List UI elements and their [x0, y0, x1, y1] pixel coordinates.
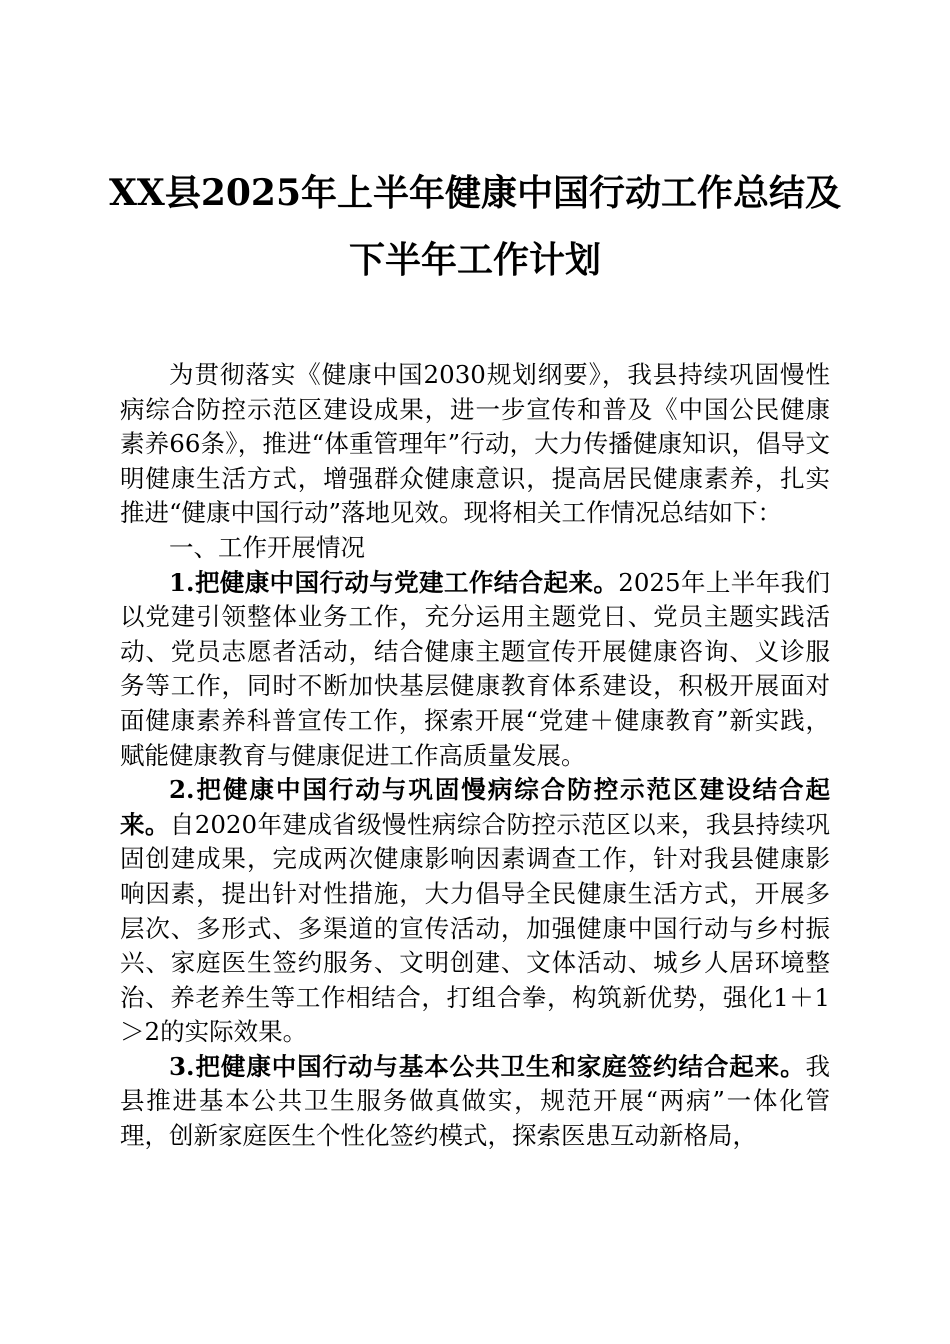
section-heading-work-progress: 一、工作开展情况 [169, 532, 365, 562]
section-item-3-lead: 3.把健康中国行动与基本公共卫生和家庭签约结合起来。 [169, 1051, 806, 1081]
section-item-2-lead: 2.把健康中国行动与巩固慢病综合防控示范区建设结合起来。 [120, 775, 830, 839]
section-item-3 [120, 1050, 830, 1154]
section-item-2 [120, 773, 830, 1050]
section-item-3-text: 我县推进基本公共卫生服务做真做实，规范开展“两病”一体化管理，创新家庭医生个性化签约模式，探索医患互动新格局， [120, 1051, 830, 1151]
section-item-1-lead: 1.把健康中国行动与党建工作结合起来。 [169, 567, 619, 597]
intro-paragraph: 为贯彻落实《健康中国2030规划纲要》，我县持续巩固慢性病综合防控示范区建设成果，进一步宣传和普及《中国公民健康素养66条》，推进“体重管理年”行动，大力传播健康知识，倡导文明健康生活方式，增强群众健康意识，提高居民健康素养，扎实推进“健康中国行动”落地见效。现将相关工作情况总结如下： [120, 360, 830, 528]
document-body [120, 358, 830, 1154]
section-item-1 [120, 566, 830, 774]
document-title-line-1: XX县2025年上半年健康中国行动工作总结及 [108, 172, 842, 214]
document-title-line-2: 下半年工作计划 [348, 239, 601, 281]
section-item-2-text: 自2020年建成省级慢性病综合防控示范区以来，我县持续巩固创建成果，完成两次健康影响因素调查工作，针对我县健康影响因素，提出针对性措施，大力倡导全民健康生活方式，开展多层次、多形式、多渠道的宣传活动，加强健康中国行动与乡村振兴、家庭医生签约服务、文明创建、文体活动、城乡人居环境整治、养老养生等工作相结合，打组合拳，构筑新优势，强化1＋1＞2的实际效果。 [120, 809, 830, 1047]
section-item-1-text: 2025年上半年我们以党建引领整体业务工作，充分运用主题党日、党员主题实践活动、党员志愿者活动，结合健康主题宣传开展健康咨询、义诊服务等工作，同时不断加快基层健康教育体系建设，积极开展面对面健康素养科普宣传工作，探索开展“党建＋健康教育”新实践，赋能健康教育与健康促进工作高质量发展。 [120, 567, 830, 770]
